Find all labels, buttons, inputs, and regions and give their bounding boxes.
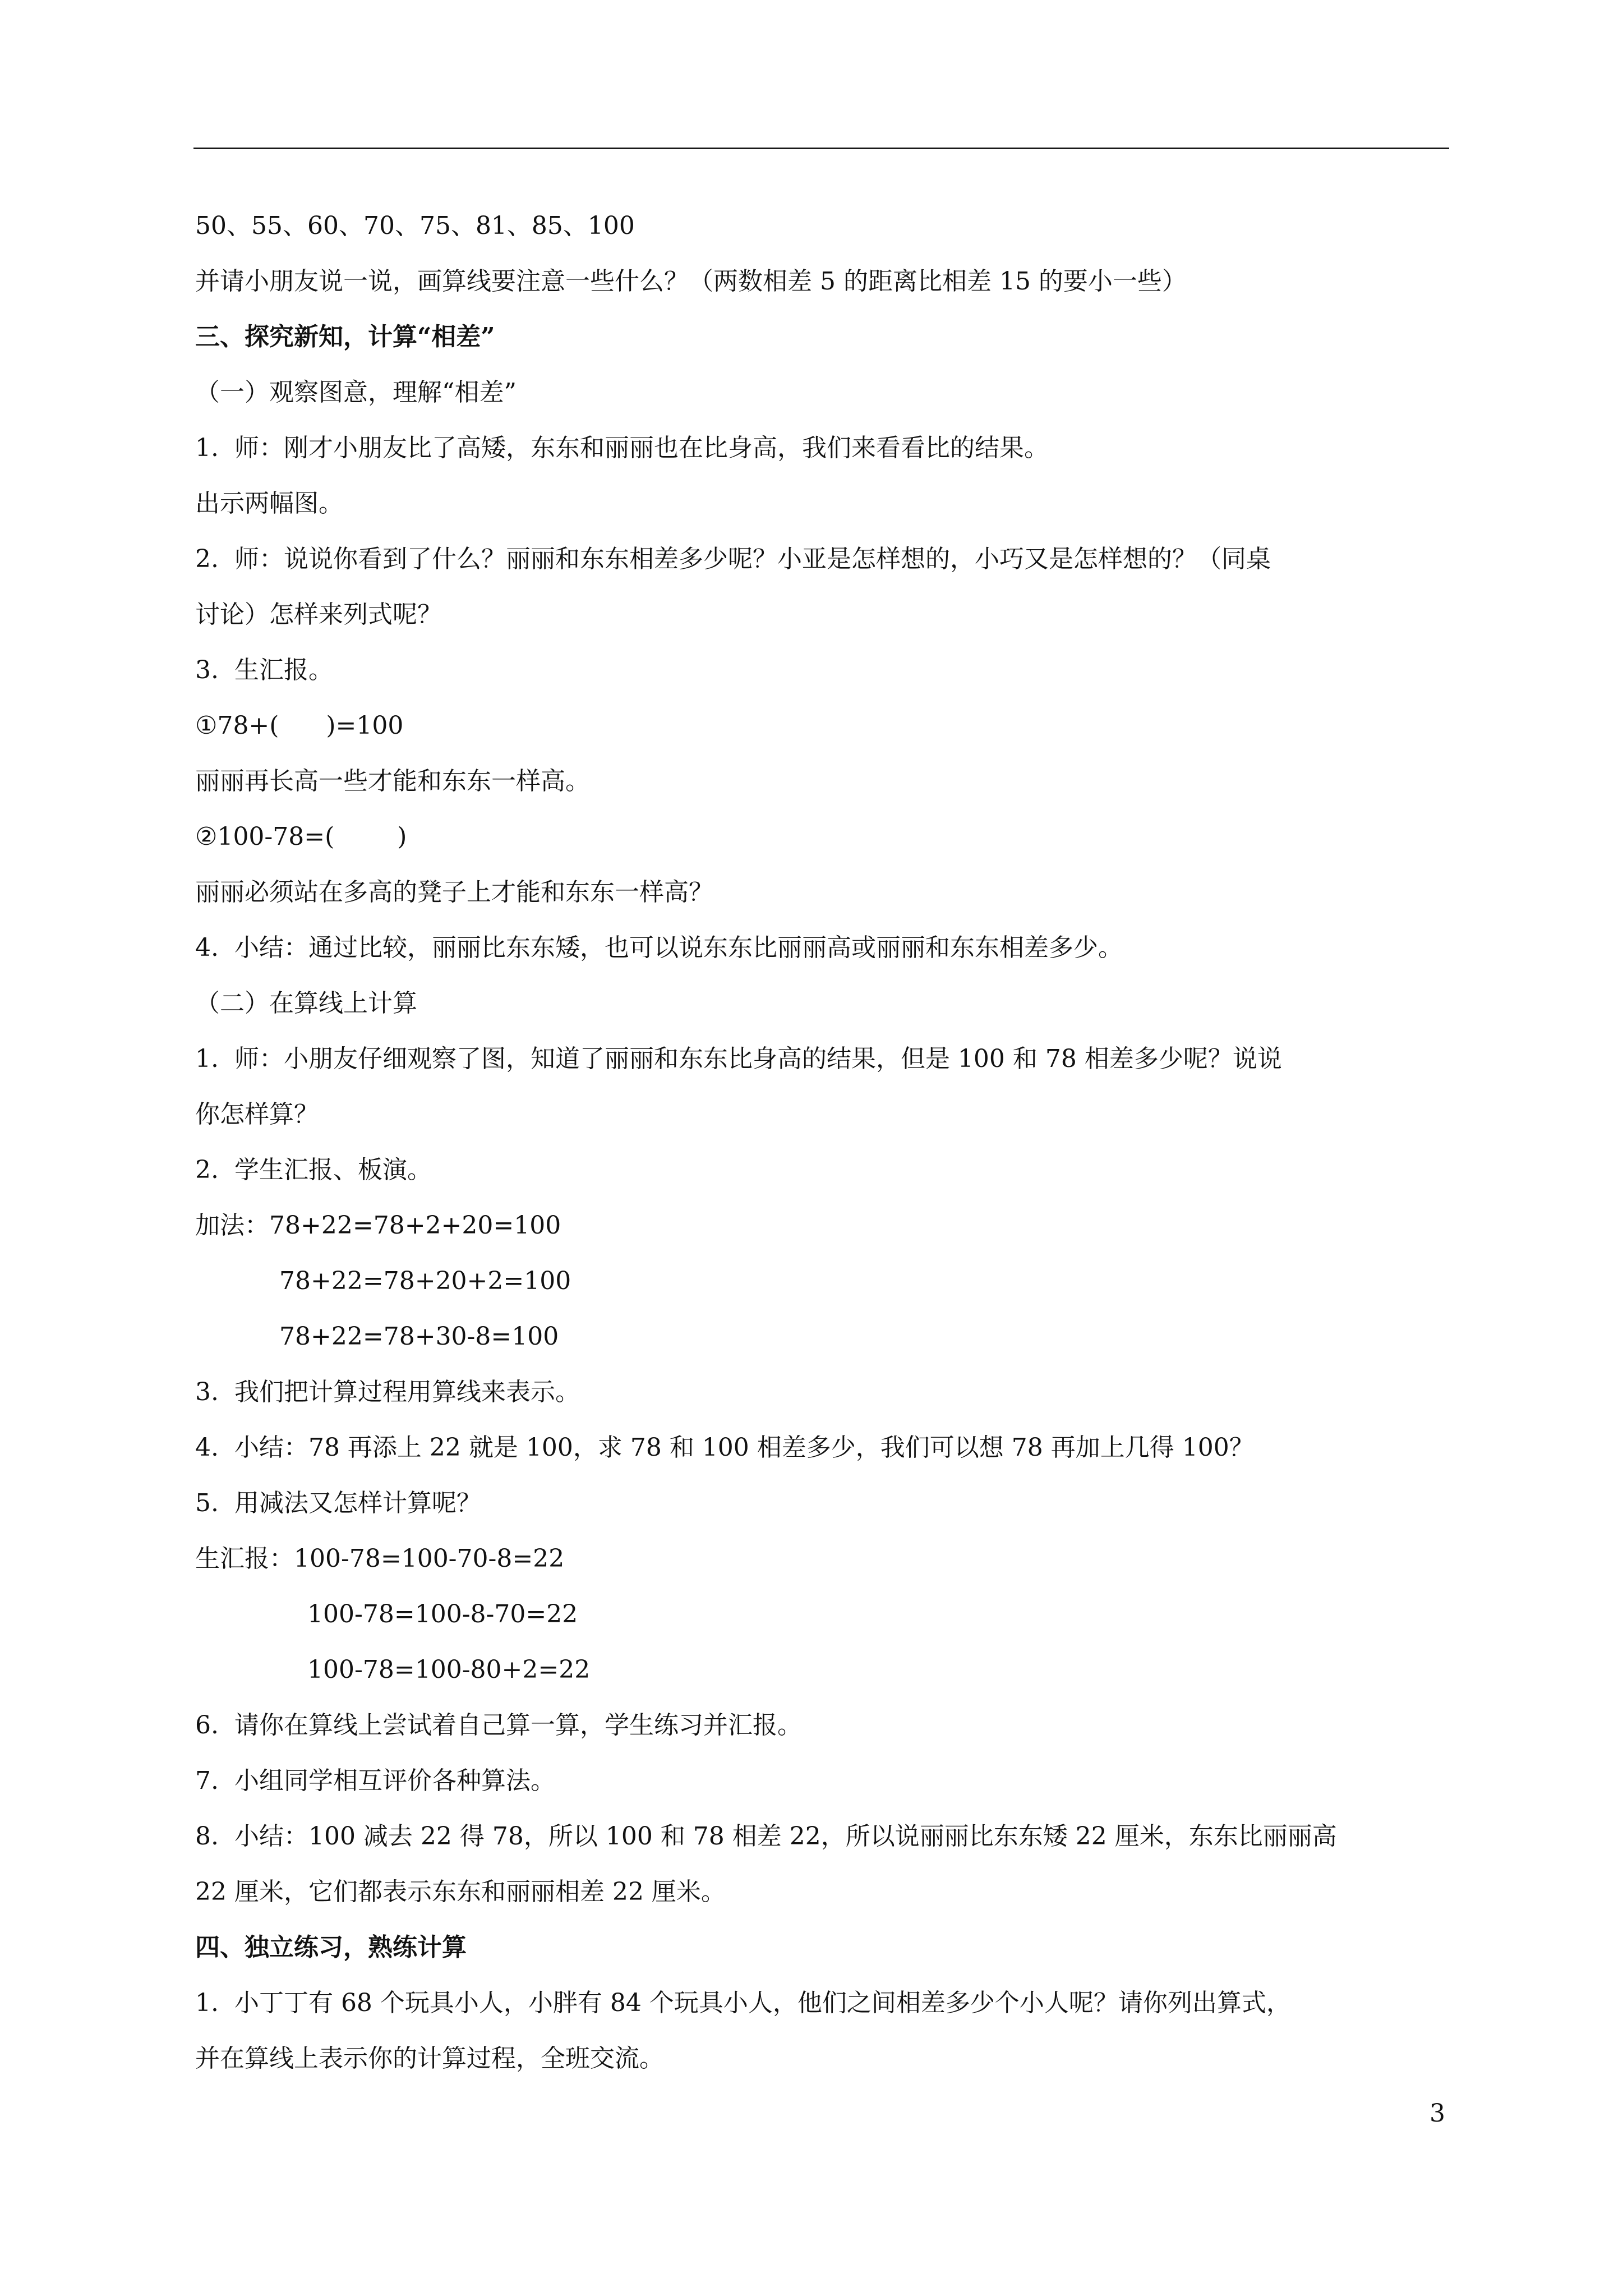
equation-line: 100-78=100-80+2=22 xyxy=(307,1655,591,1684)
text-line: 8. 小结：100 减去 22 得 78，所以 100 和 78 相差 22，所以说丽丽比东东矮 22 厘米，东东比丽丽高 xyxy=(195,1822,1337,1851)
equation-line: ②100-78=( ) xyxy=(195,822,407,851)
text-line: 讨论）怎样来列式呢？ xyxy=(195,600,442,629)
text-line: 1. 师：刚才小朋友比了高矮，东东和丽丽也在比身高，我们来看看比的结果。 xyxy=(195,434,1049,462)
text-line: 6. 请你在算线上尝试着自己算一算，学生练习并汇报。 xyxy=(195,1711,802,1740)
text-line: 丽丽再长高一些才能和东东一样高。 xyxy=(195,767,590,795)
text-line: 7. 小组同学相互评价各种算法。 xyxy=(195,1766,555,1795)
text-line: 出示两幅图。 xyxy=(195,489,343,518)
text-line: 3. 生汇报。 xyxy=(195,656,333,684)
document-body xyxy=(195,198,1451,2086)
equation-line: 生汇报：100-78=100-70-8=22 xyxy=(195,1544,565,1573)
text-line: 5. 用减法又怎样计算呢？ xyxy=(195,1489,481,1517)
text-line: 并在算线上表示你的计算过程，全班交流。 xyxy=(195,2044,664,2073)
section-heading: 四、独立练习，熟练计算 xyxy=(195,1933,467,1962)
text-line: 2. 师：说说你看到了什么？丽丽和东东相差多少呢？小亚是怎样想的，小巧又是怎样想的？（同桌 xyxy=(195,545,1271,573)
page-number: 3 xyxy=(1430,2099,1445,2128)
header-rule xyxy=(193,148,1449,149)
text-line: 丽丽必须站在多高的凳子上才能和东东一样高？ xyxy=(195,878,713,907)
equation-line: 加法：78+22=78+2+20=100 xyxy=(195,1211,561,1240)
text-line: 1. 师：小朋友仔细观察了图，知道了丽丽和东东比身高的结果，但是 100 和 78 相差多少呢？说说 xyxy=(195,1045,1282,1073)
equation-line: 78+22=78+30-8=100 xyxy=(279,1322,559,1351)
text-line: 2. 学生汇报、板演。 xyxy=(195,1156,432,1184)
equation-line: ①78+( )=100 xyxy=(195,711,404,740)
text-line: 4. 小结：78 再添上 22 就是 100，求 78 和 100 相差多少，我们可以想 78 再加上几得 100？ xyxy=(195,1433,1254,1462)
subsection-heading: （一）观察图意，理解“相差” xyxy=(195,378,517,407)
text-line: 1. 小丁丁有 68 个玩具小人，小胖有 84 个玩具小人，他们之间相差多少个小人呢？请你列出算式， xyxy=(195,1989,1291,2017)
text-line: 22 厘米，它们都表示东东和丽丽相差 22 厘米。 xyxy=(195,1878,726,1906)
text-line: 4. 小结：通过比较，丽丽比东东矮，也可以说东东比丽丽高或丽丽和东东相差多少。 xyxy=(195,933,1123,962)
text-line: 50、55、60、70、75、81、85、100 xyxy=(195,211,635,240)
equation-line: 100-78=100-8-70=22 xyxy=(307,1600,578,1628)
equation-line: 78+22=78+20+2=100 xyxy=(279,1267,571,1295)
text-line: 你怎样算？ xyxy=(195,1100,319,1129)
text-line: 3. 我们把计算过程用算线来表示。 xyxy=(195,1378,580,1406)
subsection-heading: （二）在算线上计算 xyxy=(195,989,417,1018)
section-heading: 三、探究新知，计算“相差” xyxy=(195,323,495,351)
text-line: 并请小朋友说一说，画算线要注意一些什么？（两数相差 5 的距离比相差 15 的要小一些） xyxy=(195,267,1187,296)
